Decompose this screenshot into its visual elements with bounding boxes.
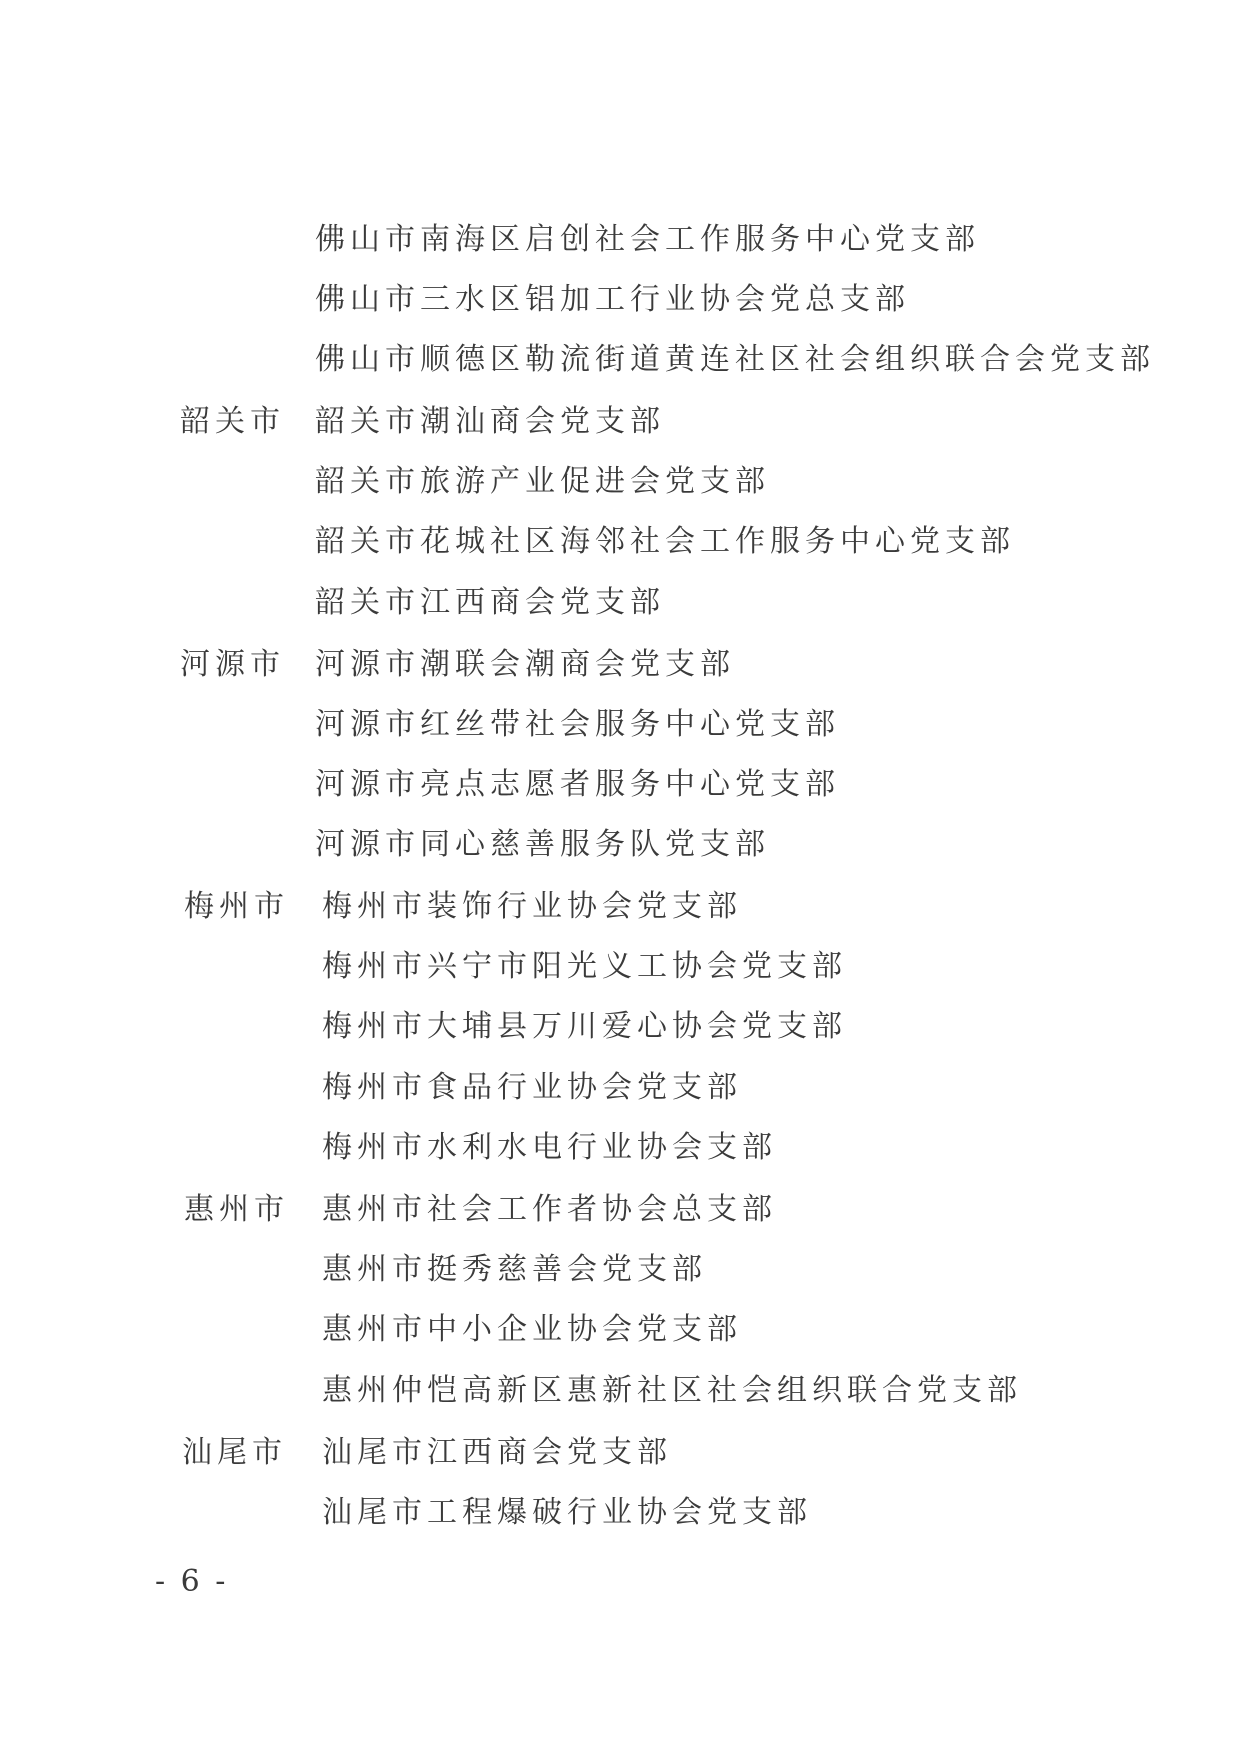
city-label: 河源市 (180, 647, 285, 682)
city-label: 韶关市 (180, 404, 285, 439)
city-label: 梅州市 (184, 889, 289, 924)
org-line: 韶关市旅游产业促进会党支部 (315, 464, 770, 499)
org-line: 梅州市兴宁市阳光义工协会党支部 (322, 949, 847, 984)
org-line: 佛山市顺德区勒流街道黄连社区社会组织联合会党支部 (315, 342, 1155, 377)
org-line: 梅州市水利水电行业协会支部 (322, 1130, 777, 1165)
org-line: 韶关市花城社区海邻社会工作服务中心党支部 (315, 524, 1015, 559)
org-line: 河源市亮点志愿者服务中心党支部 (315, 767, 840, 802)
city-label: 惠州市 (184, 1192, 289, 1227)
org-line: 惠州市社会工作者协会总支部 (322, 1192, 777, 1227)
org-line: 梅州市食品行业协会党支部 (322, 1070, 742, 1105)
org-line: 汕尾市工程爆破行业协会党支部 (322, 1495, 812, 1530)
org-line: 惠州仲恺高新区惠新社区社会组织联合党支部 (322, 1373, 1022, 1408)
org-line: 梅州市装饰行业协会党支部 (322, 889, 742, 924)
org-line: 佛山市南海区启创社会工作服务中心党支部 (315, 222, 980, 257)
org-line: 梅州市大埔县万川爱心协会党支部 (322, 1009, 847, 1044)
org-line: 韶关市潮汕商会党支部 (315, 404, 665, 439)
org-line: 汕尾市江西商会党支部 (322, 1435, 672, 1470)
org-line: 佛山市三水区铝加工行业协会党总支部 (315, 282, 910, 317)
org-line: 河源市潮联会潮商会党支部 (315, 647, 735, 682)
page-number: - 6 - (155, 1564, 229, 1599)
org-line: 惠州市挺秀慈善会党支部 (322, 1252, 707, 1287)
org-line: 河源市同心慈善服务队党支部 (315, 827, 770, 862)
org-line: 韶关市江西商会党支部 (315, 585, 665, 620)
org-line: 河源市红丝带社会服务中心党支部 (315, 707, 840, 742)
org-line: 惠州市中小企业协会党支部 (322, 1312, 742, 1347)
city-label: 汕尾市 (182, 1435, 287, 1470)
